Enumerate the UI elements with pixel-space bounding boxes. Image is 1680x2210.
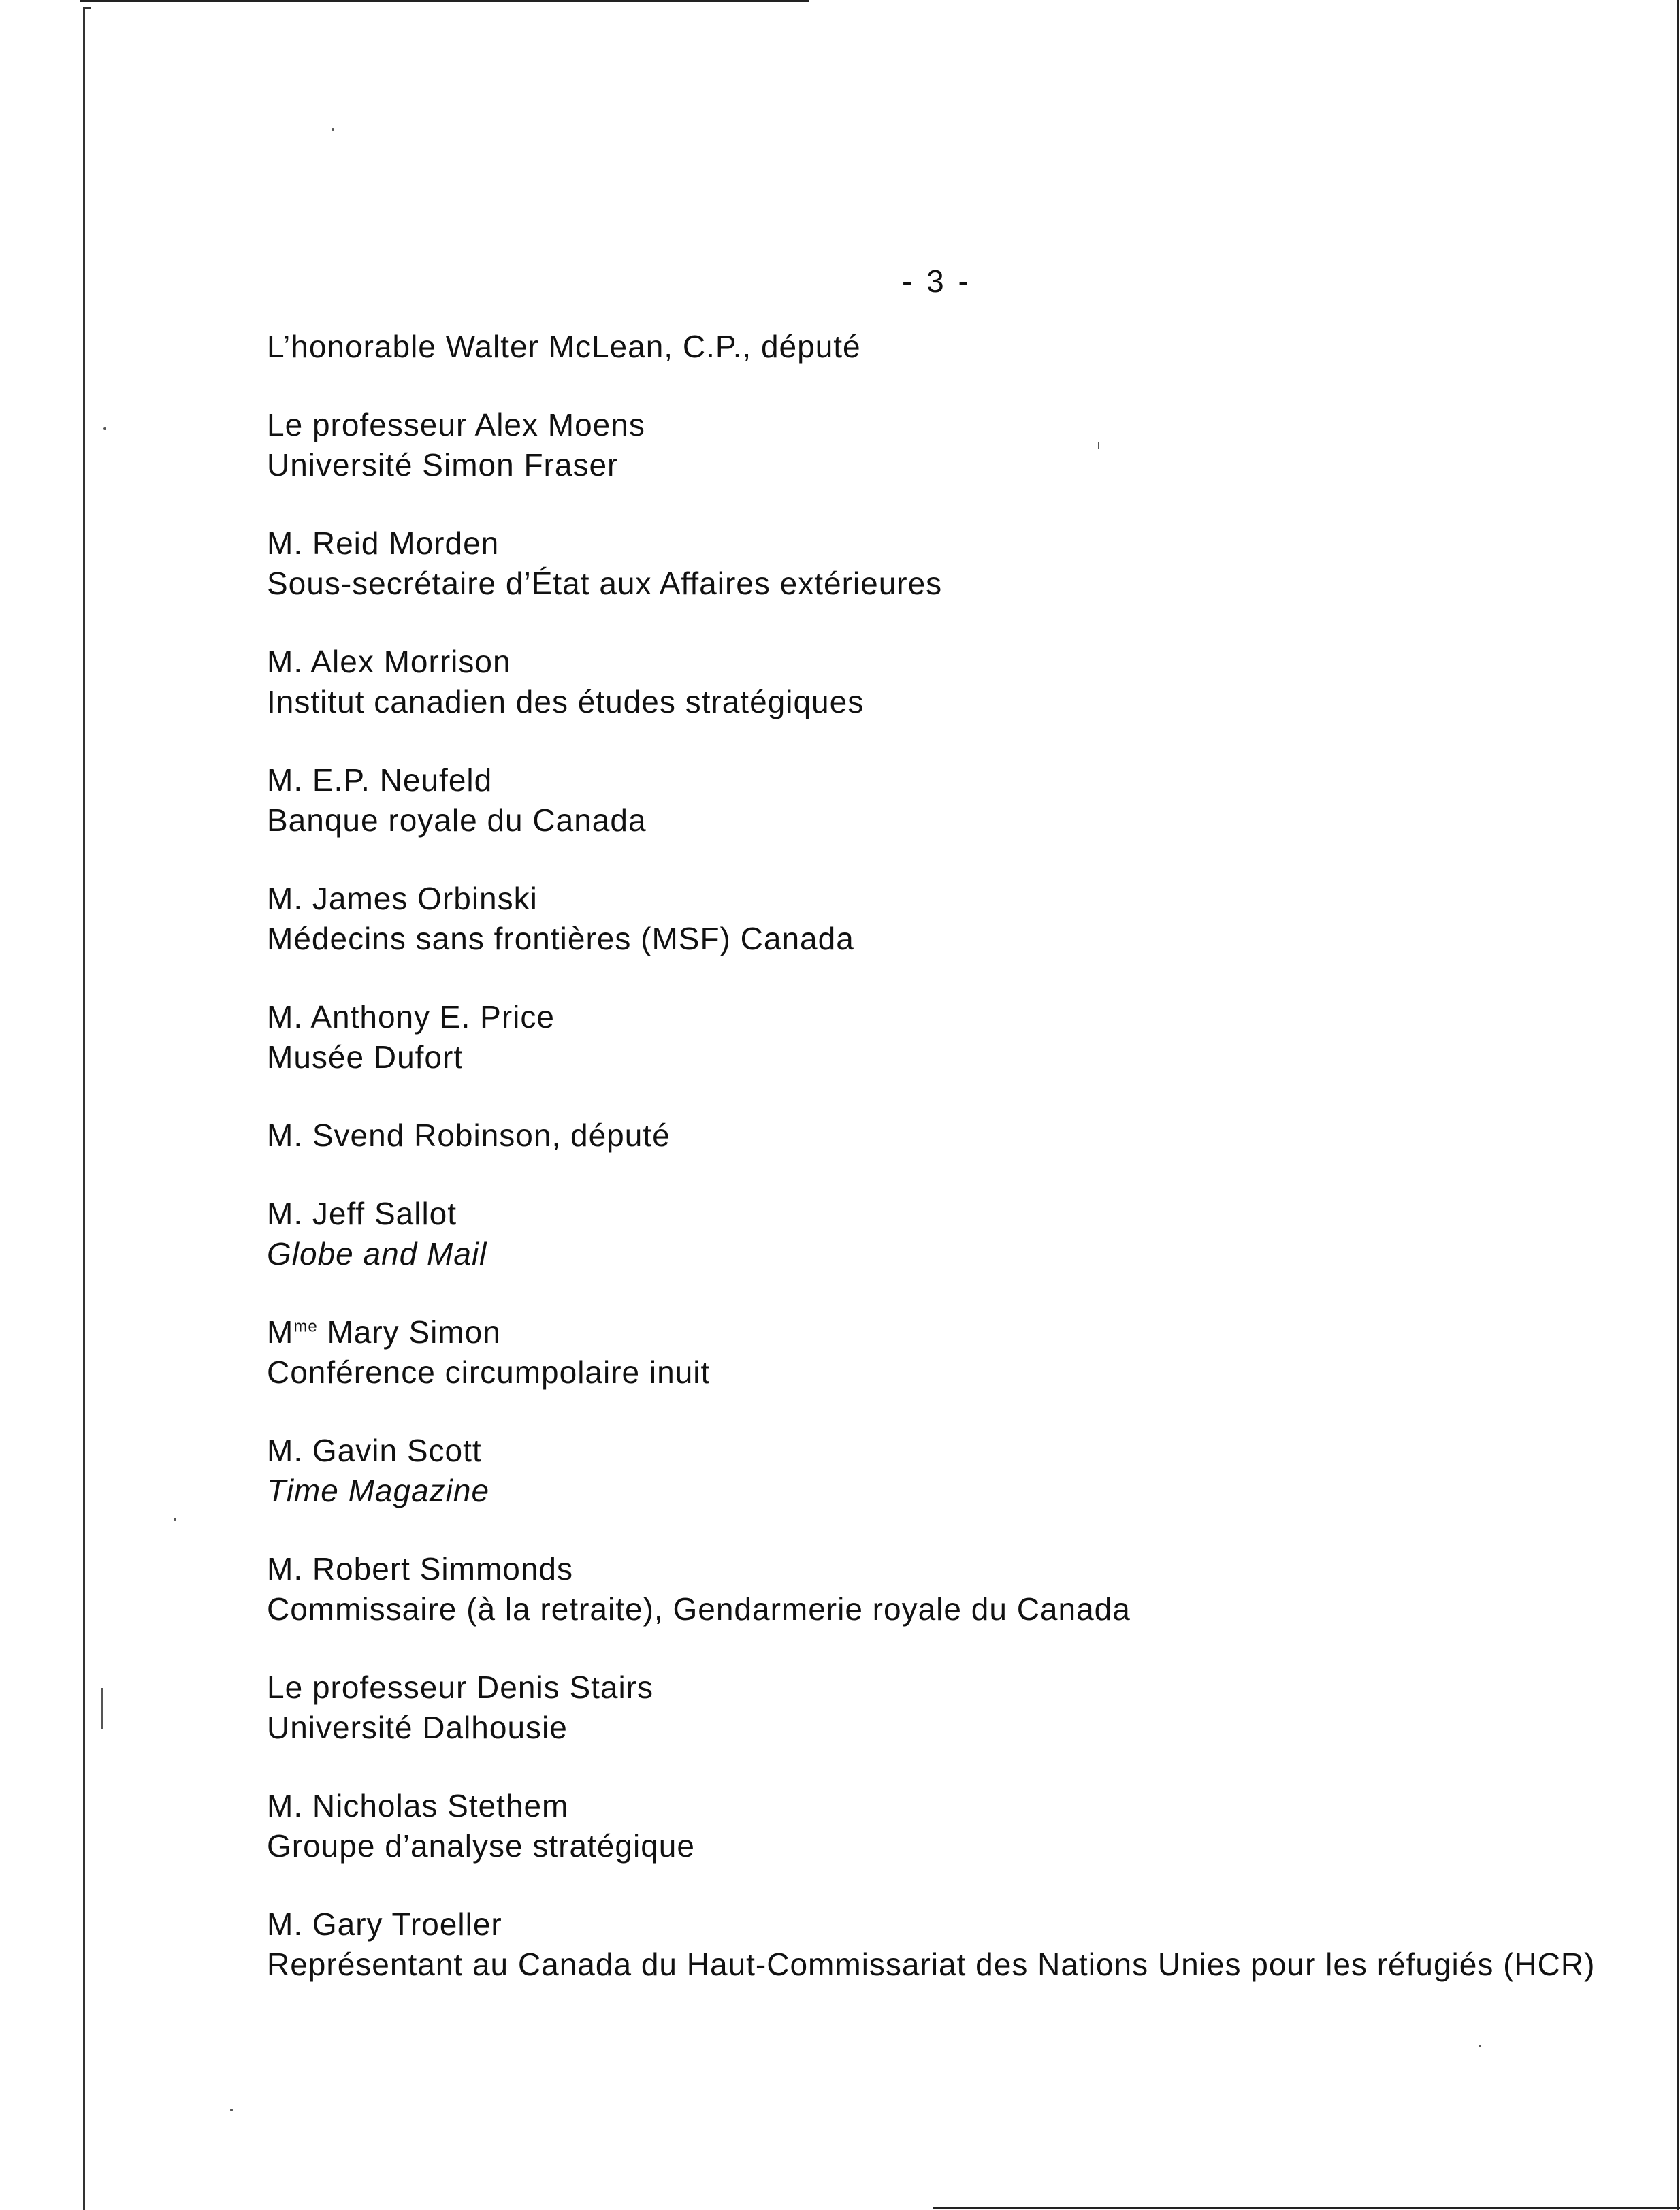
participant-name: M. E.P. Neufeld: [267, 762, 493, 798]
participant-affiliation: Université Dalhousie: [267, 1710, 568, 1745]
participant-name: M. Jeff Sallot: [267, 1196, 457, 1231]
participant-name: Le professeur Alex Moens: [267, 407, 645, 442]
list-item: [267, 879, 1655, 959]
list-item: [267, 642, 1655, 722]
participant-name: M. James Orbinski: [267, 881, 538, 916]
list-item: [267, 1904, 1655, 1985]
list-item: [267, 1431, 1655, 1511]
list-item: [267, 1786, 1655, 1866]
participant-affiliation: Time Magazine: [267, 1473, 490, 1508]
participant-affiliation: Globe and Mail: [267, 1236, 487, 1271]
list-item: [267, 327, 1655, 367]
participant-affiliation: Sous-secrétaire d’État aux Affaires extérieures: [267, 566, 943, 601]
list-item: [267, 523, 1655, 604]
scan-speck: [174, 1518, 176, 1521]
scan-speck: [101, 1688, 103, 1729]
scan-right-edge: [1677, 0, 1679, 2210]
participant-name: L’honorable Walter McLean, C.P., député: [267, 329, 861, 364]
participant-name: M. Anthony E. Price: [267, 999, 555, 1035]
participant-name: M. Reid Morden: [267, 525, 500, 561]
scan-left-hook: [83, 7, 91, 9]
scan-left-edge: [83, 7, 85, 2210]
list-item: [267, 1116, 1655, 1156]
participant-name: M. Gary Troeller: [267, 1906, 502, 1942]
participant-name: Le professeur Denis Stairs: [267, 1670, 654, 1705]
scan-speck: [332, 128, 334, 131]
participant-affiliation: Représentant au Canada du Haut-Commissariat des Nations Unies pour les réfugiés (HCR): [267, 1947, 1596, 1982]
participant-affiliation: Banque royale du Canada: [267, 802, 647, 838]
name-superscript: me: [293, 1317, 318, 1336]
scan-top-edge: [80, 0, 809, 2]
list-item: [267, 405, 1655, 485]
participant-name: M. Svend Robinson, député: [267, 1118, 671, 1153]
participant-list: [267, 327, 1655, 2023]
scan-speck: [1479, 2045, 1481, 2047]
list-item: [267, 1312, 1655, 1393]
participant-affiliation: Commissaire (à la retraite), Gendarmerie royale du Canada: [267, 1591, 1131, 1627]
participant-name: M. Alex Morrison: [267, 644, 511, 679]
name-rest: Mary Simon: [317, 1314, 501, 1350]
scan-speck: [230, 2109, 233, 2111]
participant-affiliation: Conférence circumpolaire inuit: [267, 1354, 711, 1390]
scan-speck: [103, 427, 106, 430]
participant-affiliation: Groupe d’analyse stratégique: [267, 1828, 695, 1864]
participant-name: M. Gavin Scott: [267, 1433, 482, 1468]
name-prefix: M: [267, 1314, 294, 1350]
participant-affiliation: Musée Dufort: [267, 1039, 464, 1075]
list-item: [267, 1668, 1655, 1748]
list-item: [267, 1549, 1655, 1629]
participant-name: [267, 1312, 1655, 1352]
list-item: [267, 997, 1655, 1077]
participant-name: M. Robert Simmonds: [267, 1551, 574, 1587]
list-item: [267, 760, 1655, 841]
page-number: - 3 -: [902, 263, 971, 299]
participant-affiliation: Université Simon Fraser: [267, 447, 619, 483]
participant-affiliation: Médecins sans frontières (MSF) Canada: [267, 921, 854, 956]
participant-affiliation: Institut canadien des études stratégiques: [267, 684, 865, 719]
participant-name: M. Nicholas Stethem: [267, 1788, 569, 1823]
list-item: [267, 1194, 1655, 1274]
scan-bottom-edge: [933, 2207, 1680, 2209]
